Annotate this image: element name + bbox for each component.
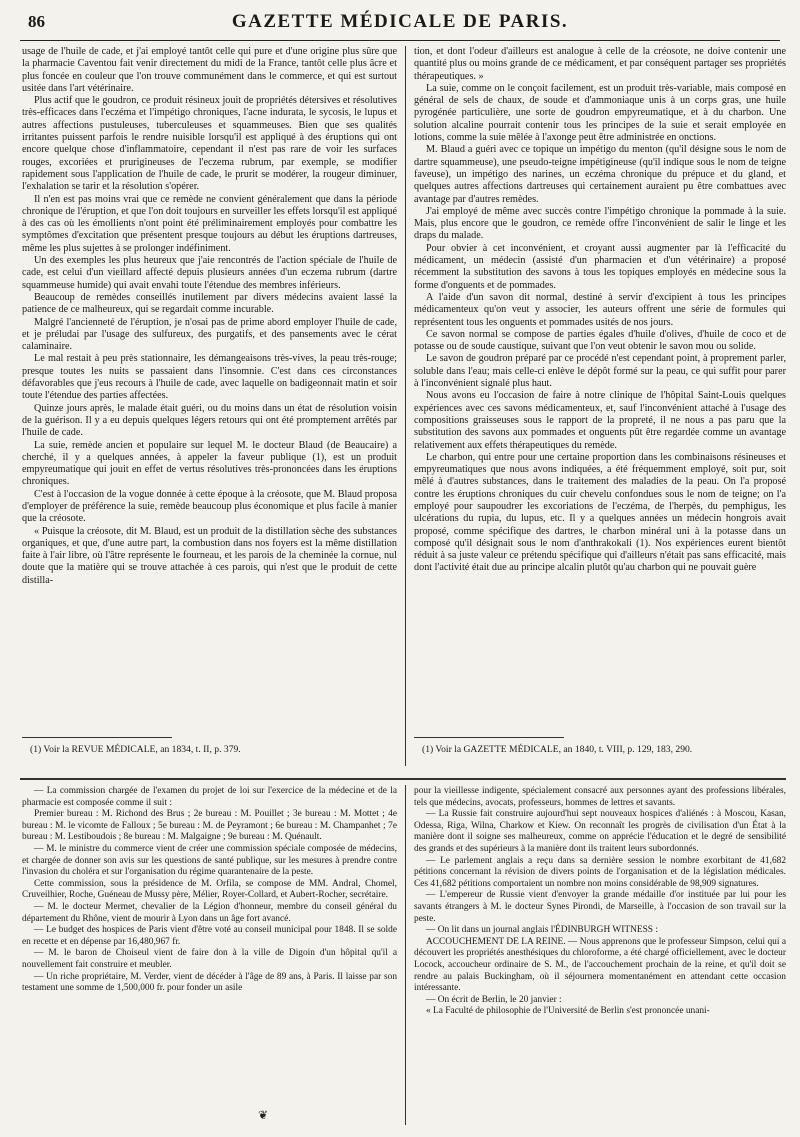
news-item: — On lit dans un journal anglais l'ÉDINBURGH WITNESS : (414, 925, 786, 937)
paragraph: Malgré l'ancienneté de l'éruption, je n'osai pas de prime abord employer l'huile de cade, et je préludai par l'usage des sulfureux, des purgatifs, et des pansements avec le cérat calaminaire. (22, 316, 397, 353)
news-item: — M. le docteur Mermet, chevalier de la Légion d'honneur, membre du conseil général du département du Rhône, vient de mourir à Lyon dans un âge fort avancé. (22, 902, 397, 925)
news-item: ACCOUCHEMENT DE LA REINE. — Nous apprenons que le professeur Simpson, celui qui a découvert les propriétés anesthésiques du chloroforme, a été chargé officiellement, avec le docteur Locock, accoucheur ordinaire de S. M., de l'accouchement prochain de la reine, et qu'il doit se rendre au palais Buckingham, où il séjournera momentanément en attendant cette occasion intéressante. (414, 936, 786, 994)
paragraph: La suie, remède ancien et populaire sur lequel M. le docteur Blaud (de Beaucaire) a cherché, il y a quelques années, à appeler la faveur publique (1), est un produit empyreumatique qui jouit en effet de vertus résolutives très-prononcées dans les éruptions chroniques. (22, 439, 397, 488)
news-item: — M. le ministre du commerce vient de créer une commission spéciale composée de médecins, et chargée de donner son avis sur les questions de santé publique, sur les mesures à prendre contre l'invasion du choléra et sur l'organisation du régime quarantenaire de la peste. (22, 844, 397, 879)
news-item: pour la vieillesse indigente, spécialement consacré aux personnes ayant des professions libérales, tels que médecins, avocats, professeurs, hommes de lettres et savants. (414, 786, 786, 808)
news-item: — M. le baron de Choiseul vient de faire don à la ville de Digoin d'un hôpital qu'il a nouvellement fait construire et meubler. (22, 948, 397, 971)
paragraph: A l'aide d'un savon dit normal, destiné à servir d'excipient à tous les principes médicamenteux qu'on veut y associer, les auteurs offrent une série de formules qui représentent tous les onguents et pommades usités de nos jours. (414, 291, 786, 328)
paragraph: Nous avons eu l'occasion de faire à notre clinique de l'hôpital Saint-Louis quelques expériences avec ces savons médicamenteux, et, sauf l'inconvénient attaché à l'usage des compositions graisseuses sous le rapport de la propreté, il ne nous a pas paru que la substitution des savons aux pommades et onguents pût être regardée comme un avantage relativement aux effets thérapeutiques du remède. (414, 390, 786, 451)
news-column-left (22, 786, 397, 1126)
page-number: 86 (28, 12, 45, 31)
footnote-rule-left (22, 737, 172, 738)
column-divider-bottom (405, 785, 406, 1125)
paragraph: « Puisque la créosote, dit M. Blaud, est un produit de la distillation sèche des substances organiques, et que, d'une autre part, la combustion dans nos foyers est la même distillation faite à l'air libre, où l'âtre représente le fourneau, et les parois de la cheminée la cornue, nul doute que la matière qui se trouve attachée à ces parois, qui n'est que le produit de cette distilla- (22, 525, 397, 586)
paragraph: C'est à l'occasion de la vogue donnée à cette époque à la créosote, que M. Blaud proposa d'employer de préférence la suie, remède beaucoup plus économique et plus facile à manier que la créosote. (22, 488, 397, 525)
news-item: — L'empereur de Russie vient d'envoyer la grande médaille d'or instituée par lui pour les savants étrangers à M. le docteur Synes Pirondi, de Marseille, à l'occasion de son travail sur la peste. (414, 890, 786, 925)
paragraph: Pour obvier à cet inconvénient, et croyant aussi augmenter par là l'efficacité du médicament, un médecin (assisté d'un pharmacien et d'un vétérinaire) a proposé récemment la substitution des savons à tous les topiques employés en médecine sous la forme d'onguents et de pommades. (414, 242, 786, 291)
news-item: Premier bureau : M. Richond des Brus ; 2e bureau : M. Pouillet ; 3e bureau : M. Mottet ; 4e bureau : M. le vicomte de Falloux ; 5e bureau : M. de Peyramont ; 6e bureau : M. Champanhet ; 7e bureau : M. Lestiboudois ; 8e bureau : M. Malgaigne ; 9e bureau : M. Quénault. (22, 809, 397, 843)
paragraph: Il n'en est pas moins vrai que ce remède ne convient généralement que dans la période chronique de l'éruption, et que l'on doit toujours en surveiller les effets lorsqu'il est appliqué à des cas où les émollients n'ont point été préliminairement employés pour combattre les symptômes d'excitation que présentent presque toujours au début les éruptions dartreuses, même les plus sujettes à se prolonger indéfiniment. (22, 193, 397, 254)
paragraph: Beaucoup de remèdes conseillés inutilement par divers médecins avaient lassé la patience de ce malheureux, qui se regardait comme incurable. (22, 291, 397, 316)
paragraph: Le savon de goudron préparé par ce procédé n'est cependant point, à proprement parler, soluble dans l'eau; mais celle-ci enlève le dépôt formé sur la peau, ce qui suffit pour parer à l'inconvénient signalé plus haut. (414, 353, 786, 390)
paragraph: Un des exemples les plus heureux que j'aie rencontrés de l'action spéciale de l'huile de cade, est celui d'un vieillard affecté depuis plusieurs années d'un eczema rubrum (dartre squammeuse humide) qui avait envahi toute l'étendue des membres inférieurs. (22, 255, 397, 291)
page-header (20, 10, 780, 41)
section-divider (20, 778, 786, 780)
news-item: — On écrit de Berlin, le 20 janvier : (414, 995, 786, 1007)
paragraph: Le charbon, qui entre pour une certaine proportion dans les combinaisons résineuses et empyreumatiques que nous avons indiquées, a été fréquemment employé, soit pur, soit mêlé à d'autres substances, dans le traitement des maladies de la peau. On l'a proposé contre les éruptions chroniques du cuir chevelu confondues sous le nom de teigne; on l'a employé pour saupoudrer les excoriations de l'eczéma, de l'herpès, du pemphigus, les ulcérations du rupia, du lupus, etc. Il y a quelques années un médecin hongrois avait proposé, comme spécifique des dartres, le charbon minéral uni à la potasse dans un composé qu'il désignait sous le nom d'anthrakokali (1). Nos expériences eurent bientôt réduit à sa juste valeur ce prétendu spécifique qui d'ailleurs n'était pas sans efficacité, mais dont l'activité était due au principe alcalin plutôt qu'au charbon qui ne pouvait guère (414, 451, 786, 574)
footnote-rule-right (414, 737, 564, 738)
news-item: — Le parlement anglais a reçu dans sa dernière session le nombre exorbitant de 41,682 pétitions concernant la révision de divers points de l'organisation et de la législation médicales. Ces 41,682 pétitions comportaient un nombre non moins considérable de 98,909 signatures. (414, 856, 786, 891)
paragraph: Ce savon normal se compose de parties égales d'huile d'olives, d'huile de coco et de potasse ou de soude caustique, suivant que l'on veut obtenir le savon mou ou solide. (414, 328, 786, 353)
paragraph: Le mal restait à peu près stationnaire, les démangeaisons très-vives, la peau très-rouge; presque toutes les nuits se passaient dans l'insomnie. C'est dans ces circonstances défavorables que j'eus recours à l'huile de cade, avec laquelle on badigeonnait matin et soir toute l'étendue des parties affectées. (22, 353, 397, 402)
news-column-right (414, 786, 786, 1126)
paragraph: usage de l'huile de cade, et j'ai employé tantôt celle qui pure et d'une origine plus sûre que la pharmacie Caventou fait venir directement du midi de la France, tantôt celle plus âcre et plus foncée en couleur que l'on trouve communément dans le commerce, et qui est surtout usitée dans l'art vétérinaire. (22, 46, 397, 94)
news-item: — La commission chargée de l'examen du projet de loi sur l'exercice de la médecine et de la pharmacie est composée comme il suit : (22, 786, 397, 809)
column-divider-top (405, 46, 406, 766)
news-item: « La Faculté de philosophie de l'Université de Berlin s'est prononcée unani- (426, 1006, 710, 1017)
paragraph: M. Blaud a guéri avec ce topique un impétigo du menton (qu'il désigne sous le nom de dartre squammeuse), une pseudo-teigne impétigineuse (qu'il indique sous le nom de teigne faveuse), un impétigo des narines, un eczéma chronique du prépuce et du gland, et quelques autres affections dartreuses qui certainement auraient pu être combattues avec avantage par d'autres remèdes. (414, 144, 786, 205)
news-item: — Un riche propriétaire, M. Verder, vient de décéder à l'âge de 89 ans, à Paris. Il laisse par son testament une somme de 1,500,000 fr. pour fonder un asile (22, 972, 397, 995)
news-item: — La Russie fait construire aujourd'hui sept nouveaux hospices d'aliénés : à Moscou, Kasan, Odessa, Riga, Wilna, Charkow et Kiew. On reconnaît les progrès de civilisation d'un État à la manière dont il soigne ses malheureux, comme on apprécie l'éducation et le degré de sensibilité des grands et des supérieurs à la manière dont ils traitent leurs subordonnés. (414, 809, 786, 855)
paragraph: J'ai employé de même avec succès contre l'impétigo chronique la pommade à la suie. Mais, plus encore que le goudron, ce remède offre l'inconvénient de salir le linge et les draps du malade. (414, 205, 786, 242)
footnote-left: (1) Voir la REVUE MÉDICALE, an 1834, t. II, p. 379. (30, 744, 241, 755)
paragraph: tion, et dont l'odeur d'ailleurs est analogue à celle de la créosote, ne doive contenir une quantité plus ou moins grande de ce médicament, et par conséquent partager ses propriétés thérapeutiques. » (414, 46, 786, 82)
journal-title: GAZETTE MÉDICALE DE PARIS. (231, 11, 569, 32)
footnote-right: (1) Voir la GAZETTE MÉDICALE, an 1840, t. VIII, p. 129, 183, 290. (422, 744, 693, 755)
paragraph: Quinze jours après, le malade était guéri, ou du moins dans un état de résolution voisin de la guérison. Il y a eu depuis quelques légers retours qui ont été promptement arrêtés par l'huile de cade. (22, 402, 397, 439)
news-item: Cette commission, sous la présidence de M. Orfila, se compose de MM. Andral, Chomel, Cruveilhier, Roche, Guéneau de Mussy père, Mélier, Royer-Collard, et Aubert-Rocher, secrétaire. (22, 878, 397, 901)
paragraph: Plus actif que le goudron, ce produit résineux jouit de propriétés détersives et résolutives très-efficaces dans l'eczéma et l'impétigo chroniques, l'acne indurata, le sycosis, le lupus et autres affections pustuleuses, tuberculeuses et squammeuses. Bien que ses qualités irritantes puissent parfois le rendre nuisible lorsqu'il est appliqué à des éruptions qui ont encore quelque chose d'inflammatoire, cependant il n'est pas rare de voir les surfaces rouges, excoriées et prurigineuses de l'eczema rubrum, par exemple, se modifier rapidement sous l'application de l'huile de cade, le prurit se modérer, la rougeur diminuer, l'exhalation se tarir et la résolution s'opérer. (22, 95, 397, 193)
news-item: — Le budget des hospices de Paris vient d'être voté au conseil municipal pour 1848. Il se solde en recette et en dépense par 16,480,967 fr. (22, 925, 397, 948)
article-column-right (414, 46, 786, 726)
ornament-icon: ❦ (258, 1108, 269, 1122)
article-column-left (22, 46, 397, 726)
paragraph: La suie, comme on le conçoit facilement, est un produit très-variable, mais composé en général de sels de chaux, de soude et d'ammoniaque unis à un corps gras, une huile pyrogénée particulière, une sorte de goudron empyreumatique, et à du charbon. Une solution alcaline pourrait contenir tous les principes de la suie et serait employée en lotions, comme la suie mêlée à l'axonge peut être administrée en onctions. (414, 82, 786, 144)
